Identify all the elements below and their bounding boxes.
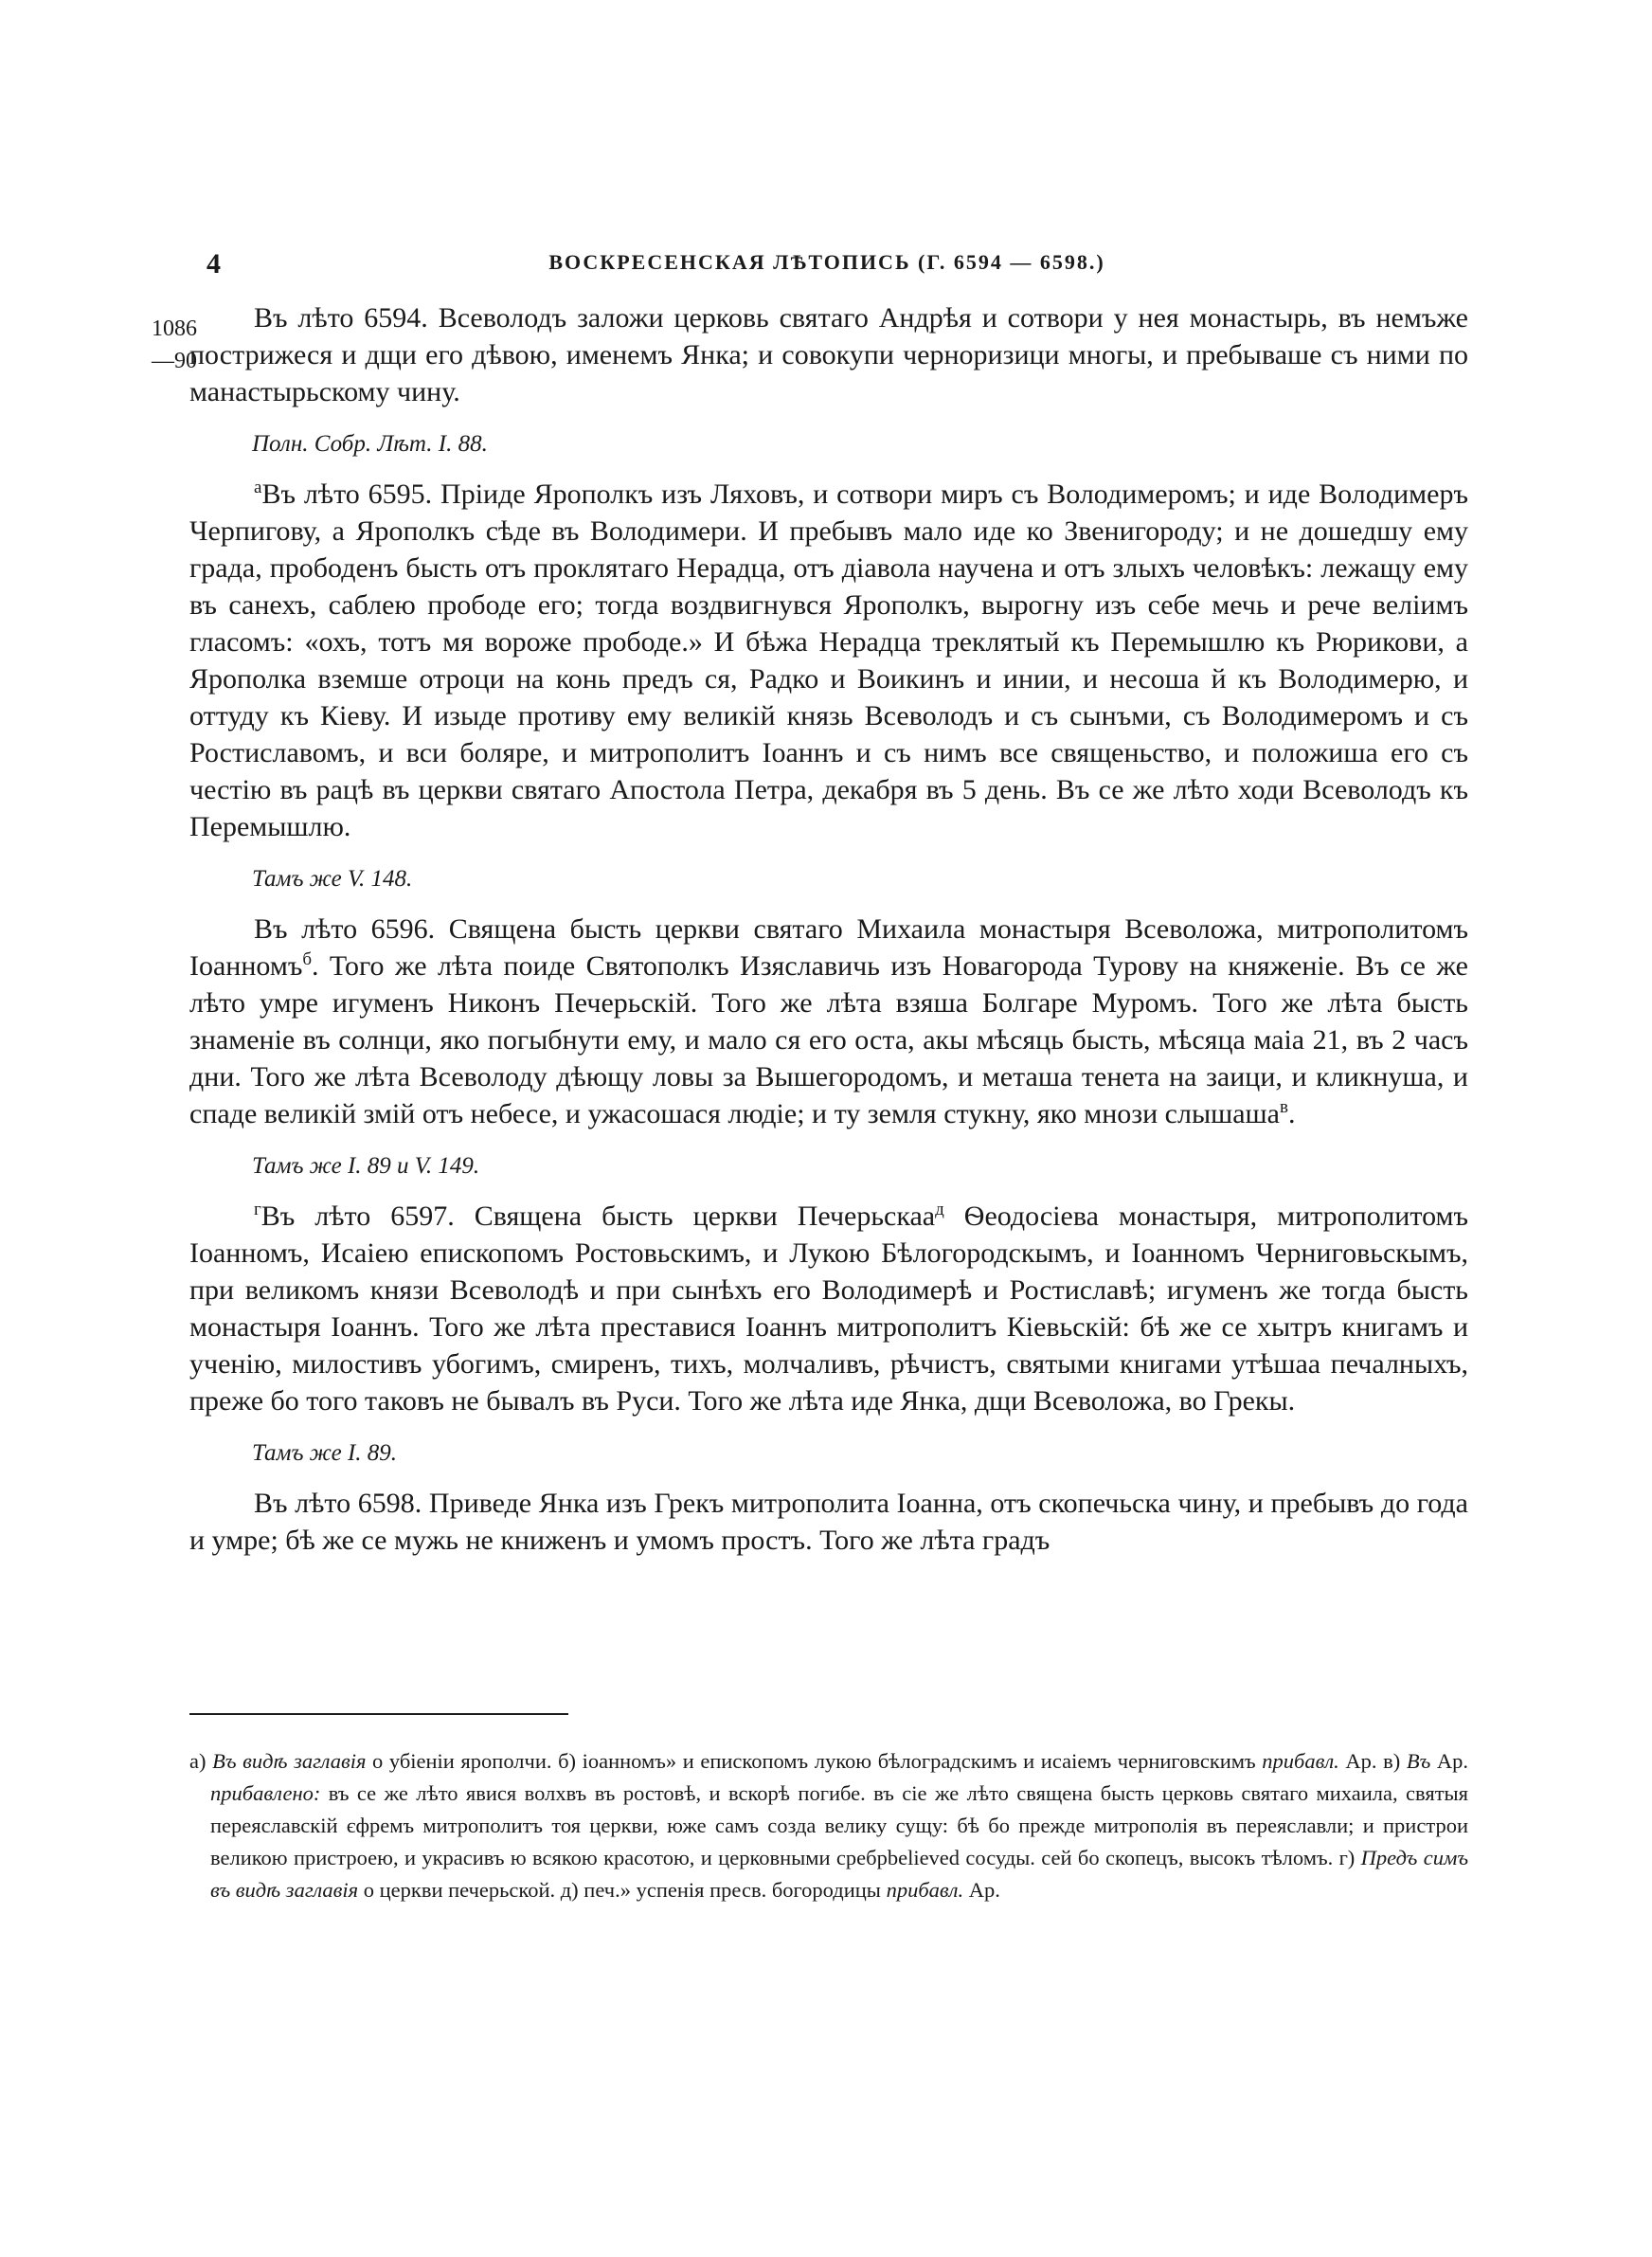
footnote-marker: г [254,1200,261,1219]
margin-year-end: —90 [152,349,197,373]
running-title: ВОСКРЕСЕНСКАЯ ЛѢТОПИСЬ (Г. 6594 — 6598.) [548,250,1105,274]
entry-6594: Въ лѣто 6594. Всеволодъ заложи церковь святаго Андрѣя и сотвори у нея монастырь, въ немъже пострижеся и дщи его дѣвою, именемъ Янка; и совокупи черноризици многы, и пребываше съ ними по манастырьскому чину. [189,302,1468,407]
page-number: 4 [206,248,221,280]
entry-6596: Въ лѣто 6596. Священа бысть церкви святаго Михаила монастыря Всеволожа, митрополитомъ Іоанномъ$^б$. Того же лѣта поиде Святополкъ Изяславичь изъ Новагорода Турову на княженіе. Въ се же лѣто умре игуменъ Никонъ Печерьскій. Того же лѣта взяша Болгаре Муромъ. Того же лѣта бысть знаменіе въ солнци, яко погыбнути ему, и мало ся его оста, акы мѣсяць бысть, мѣсяца маіа 21, въ 2 часъ дни. Того же лѣта Всеволоду дѣющу ловы за Вышегородомъ, и меташа тенета на заици, и кликнуша, и спаде великій змій отъ небесе, и ужасошася людіе; и ту земля стукну, яко мнози слышаша$^в$. [189,913,1468,1129]
footnote-marker: а [254,478,262,497]
footnote-marker: в [1279,1097,1288,1117]
footnote-divider [189,1713,568,1715]
footnote-marker: д [935,1200,944,1219]
entry-6597: $^г$Въ лѣто 6597. Священа бысть церкви Печерьскаа$^д$ Ѳеодосіева монастыря, митрополитомъ Іоанномъ, Исаіею епископомъ Ростовьскимъ, и Лукою Бѣлогородскымъ, и Іоанномъ Черниговьскымъ, при великомъ князи Всеволодѣ и при сынѣхъ его Володимерѣ и Ростиславѣ; игуменъ же тогда бысть монастыря Іоаннъ. Того же лѣта преставися Іоаннъ митрополитъ Кіевьскій: бѣ же се хытръ книгамъ и ученію, милостивъ убогимъ, смиренъ, тихъ, молчаливъ, рѣчистъ, святыми книгами утѣшаа печалныхъ, преже бо того таковъ не бывалъ въ Руси. Того же лѣта иде Янка, дщи Всеволожа, во Грекы. [189,1200,1468,1417]
entry-6598: Въ лѣто 6598. Приведе Янка изъ Грекъ митрополита Іоанна, отъ скопечьска чину, и пребывъ до года и умре; бѣ же се мужь не книженъ и умомъ простъ. Того же лѣта градъ [189,1488,1468,1556]
source-citation: Тамъ же I. 89 и V. 149. [252,1153,480,1179]
footnotes [189,1745,1468,1906]
chronicle-text [189,299,1468,1559]
footnote-item: а) Въ видѣ заглавія о убіеніи ярополчи. б) іоанномъ» и епископомъ лукою бѣлоградскимъ и исаіемъ черниговскимъ прибавл. Ар. в) Въ Ар. прибавлено: въ се же лѣто явися волхвъ въ ростовѣ, и вскорѣ погибе. въ сіе же лѣто священа бысть церковь святаго михаила, святыя переяславскій єфремъ митрополитъ тоя церкви, юже самъ созда велику сущу: бѣ бо прежде митрополія въ переяславли; и пристрои великою пристроею, и украсивъ ю всякою красотою, и церковными сребрbelieved сосуды. сей бо скопецъ, высокъ тѣломъ. г) Предъ симъ въ видѣ заглавія о церкви печерьской. д) печ.» успенія пресв. богородицы прибавл. Ар. [189,1749,1468,1902]
entry-6595: $^а$Въ лѣто 6595. Пріиде Ярополкъ изъ Ляховъ, и сотвори миръ съ Володимеромъ; и иде Володимеръ Черпигову, а Ярополкъ сѣде въ Володимери. И пребывъ мало иде ко Звенигороду; и не дошедшу ему града, прободенъ бысть отъ проклятаго Нерадца, отъ діавола научена и отъ злыхъ человѣкъ: лежащу ему въ санехъ, саблею прободе его; тогда воздвигнувся Ярополкъ, вырогну изъ себе мечь и рече веліимъ гласомъ: «охъ, тотъ мя вороже прободе.» И бѣжа Нерадца треклятый къ Перемышлю къ Рюрикови, а Ярополка вземше отроци на конь предъ ся, Радко и Воикинъ и инии, и несоша й къ Володимерю, и оттуду къ Кіеву. И изыде противу ему великій князь Всеволодъ и съ сынъми, съ Володимеромъ и съ Ростиславомъ, и вси боляре, и митрополитъ Іоаннъ и съ нимъ все священьство, и положиша его съ честію въ рацѣ въ церкви святаго Апостола Петра, декабря въ 5 день. Въ се же лѣто ходи Всеволодъ къ Перемышлю. [189,478,1468,842]
footnote-marker: б [302,949,313,969]
source-citation: Тамъ же V. 148. [252,866,413,892]
source-citation: Полн. Собр. Лѣт. I. 88. [252,431,488,457]
page-header [206,248,1447,286]
margin-year-start: 1086 [152,316,197,341]
source-citation: Тамъ же I. 89. [252,1440,398,1466]
